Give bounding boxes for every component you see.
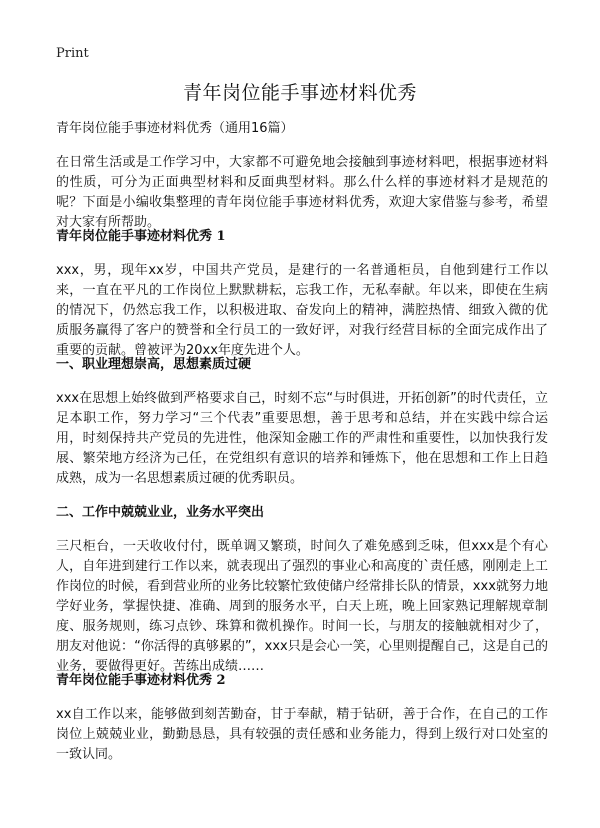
section-heading-4: 青年岗位能手事迹材料优秀 2 xyxy=(56,673,226,688)
section-heading-3: 二、工作中兢兢业业，业务水平突出 xyxy=(56,505,265,520)
section-heading-1: 青年岗位能手事迹材料优秀 1 xyxy=(56,229,226,244)
article-subtitle: 青年岗位能手事迹材料优秀（通用16篇） xyxy=(56,121,294,136)
print-link[interactable]: Print xyxy=(56,46,89,61)
section-body-3: 三尺柜台，一天收收付付，既单调又繁琐，时间久了难免感到乏味，但xxx是个有心人，自年进到建行工作以来，就表现出了强烈的事业心和高度的`责任感，刚刚走上工作岗位的时候，看到营业所的业务比较繁忙致使储户经常排长队的情景，xxx就努力地学好业务，掌握快捷、准确、周到的服务水平，白天上班，晚上回家熟记理解规章制度、服务规则，练习点钞、珠算和微机操作。时间一长，与朋友的接触就相对少了，朋友对他说：“你活得的真够累的”，xxx只是会心一笑，心里则提醒自己，这是自己的业务，要做得更好。苦练出成绩…… xyxy=(56,539,548,674)
article-content xyxy=(56,119,548,779)
section-body-2: xxx在思想上始终做到严格要求自己，时刻不忘“与时俱进，开拓创新”的时代责任，立足本职工作，努力学习“三个代表”重要思想，善于思考和总结，并在实践中综合运用，时刻保持共产党员的先进性，他深知金融工作的严肃性和重要性，以加快我行发展、繁荣地方经济为己任，在党组织有意识的培养和锤炼下，他在思想和工作上日趋成熟，成为一名思想素质过硬的优秀职员。 xyxy=(56,391,548,486)
section-body-1: xxx，男，现年xx岁，中国共产党员，是建行的一名普通柜员，自他到建行工作以来，一直在平凡的工作岗位上默默耕耘，忘我工作，无私奉献。年以来，即使在生病的情况下，仍然忘我工作，以积极进取、奋发向上的精神，满腔热情、细致入微的优质服务赢得了客户的赞誉和全行员工的一致好评，对我行经营目标的全面完成作出了重要的贡献。曾被评为20xx年度先进个人。 xyxy=(56,263,548,358)
section-heading-2: 一、职业理想崇高，思想素质过硬 xyxy=(56,357,252,372)
intro-paragraph: 在日常生活或是工作学习中，大家都不可避免地会接触到事迹材料吧，根据事迹材料的性质，可分为正面典型材料和反面典型材料。那么什么样的事迹材料才是规范的呢？下面是小编收集整理的青年岗位能手事迹材料优秀，欢迎大家借鉴与参考，希望对大家有所帮助。 xyxy=(56,155,548,230)
section-body-4: xx自工作以来，能够做到刻苦勤奋，甘于奉献，精于钻研，善于合作，在自己的工作岗位上兢兢业业，勤勤恳恳，具有较强的责任感和业务能力，得到上级行对口处室的一致认同。 xyxy=(56,707,548,762)
page-title: 青年岗位能手事迹材料优秀 xyxy=(182,82,417,104)
